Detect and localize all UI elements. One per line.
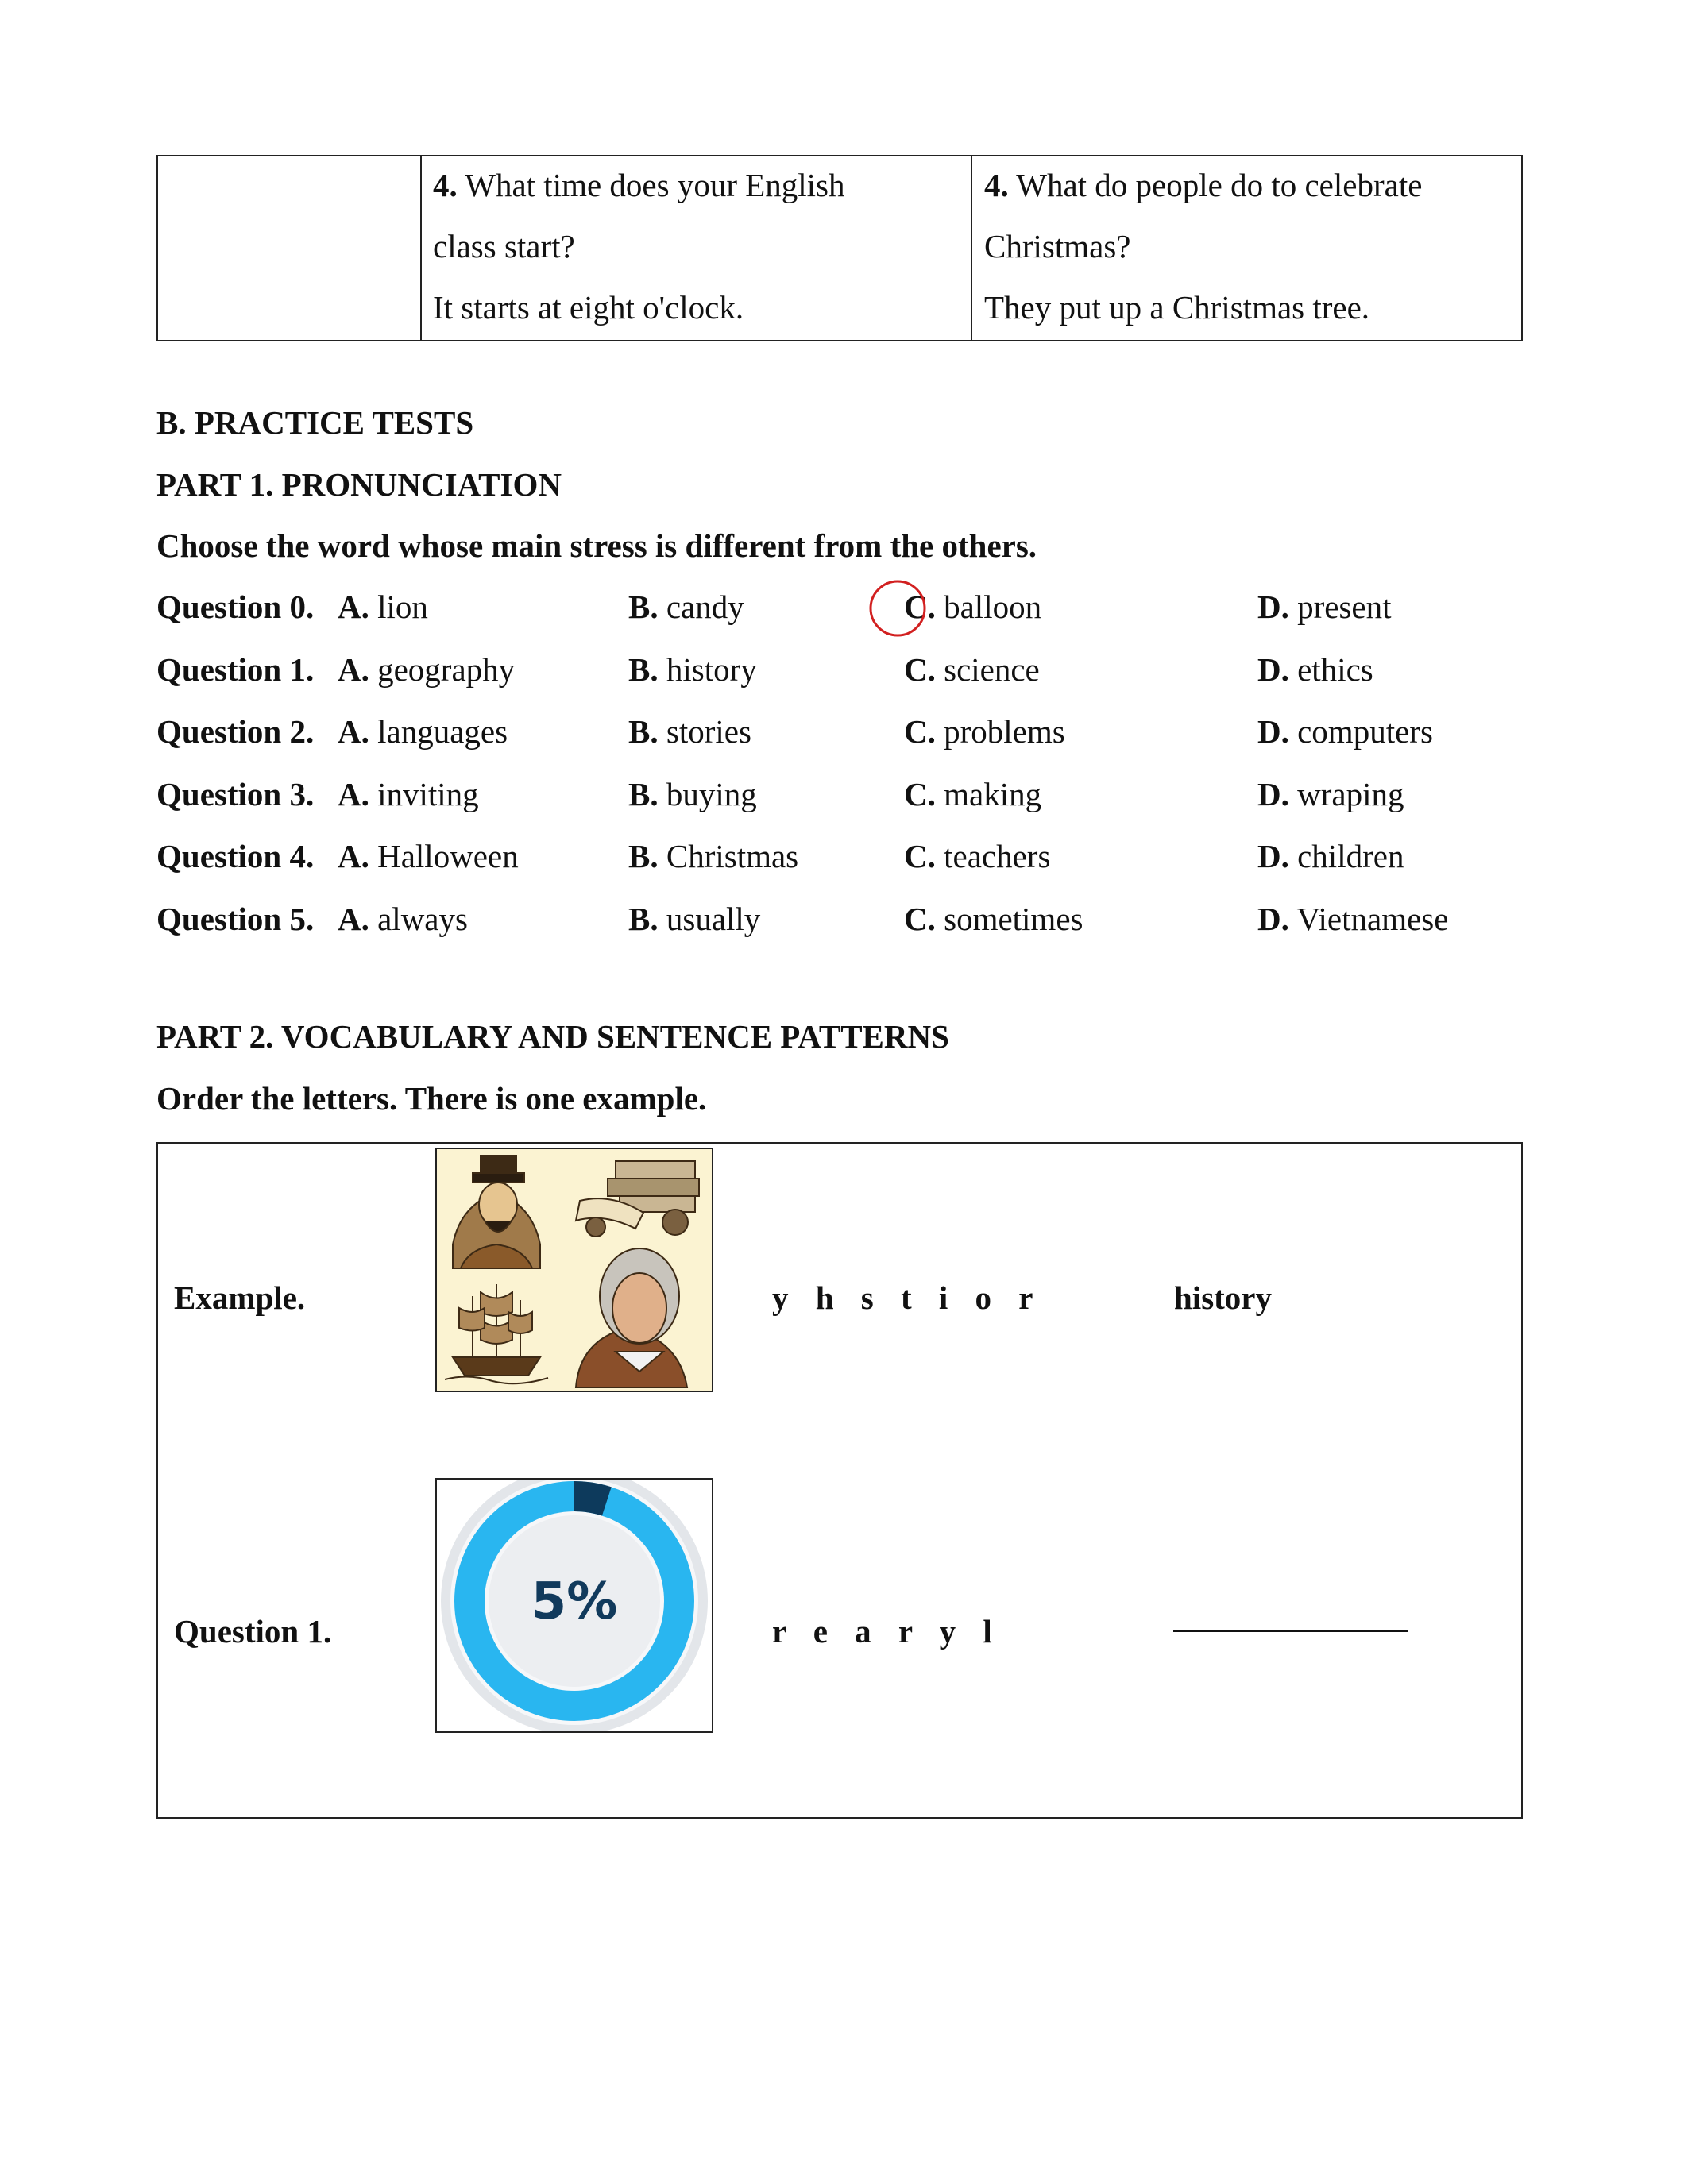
option-word: lion	[377, 588, 428, 625]
question-1-scrambled-letters: r e a r y l	[772, 1613, 1002, 1650]
option-d[interactable]	[1257, 775, 1404, 813]
option-letter: C.	[904, 900, 936, 937]
question-label: Question 0.	[156, 588, 315, 625]
option-d[interactable]	[1257, 650, 1373, 689]
option-letter: B.	[628, 775, 659, 812]
part1-instruction: Choose the word whose main stress is different from the others.	[156, 527, 1037, 564]
top-table	[156, 155, 1523, 341]
question-row	[156, 775, 1523, 823]
option-word: children	[1297, 838, 1404, 874]
option-d[interactable]	[1257, 712, 1433, 751]
option-letter: C.	[904, 713, 936, 750]
option-word: computers	[1297, 713, 1433, 750]
example-label: Example.	[174, 1279, 306, 1316]
option-word: making	[944, 775, 1042, 812]
question-label: Question 1.	[156, 650, 315, 688]
option-a[interactable]	[338, 588, 428, 626]
option-a[interactable]	[338, 837, 519, 875]
question-number: 4.	[433, 167, 458, 203]
option-word: history	[666, 650, 757, 688]
option-letter: C.	[904, 650, 936, 688]
option-c[interactable]	[904, 900, 1083, 938]
option-word: Vietnamese	[1296, 900, 1449, 937]
question-row	[156, 712, 1523, 760]
section-b-heading: B. PRACTICE TESTS	[156, 404, 474, 441]
option-a[interactable]	[338, 900, 468, 938]
option-word: usually	[666, 900, 761, 937]
option-letter: A.	[338, 713, 369, 750]
question-label: Question 2.	[156, 713, 315, 750]
option-word: stories	[666, 713, 751, 750]
option-word: sometimes	[944, 900, 1083, 937]
option-letter: C.	[904, 838, 936, 874]
option-b[interactable]	[628, 837, 798, 875]
option-word: inviting	[377, 775, 479, 812]
option-letter: B.	[628, 650, 659, 688]
part2-title: PART 2. VOCABULARY AND SENTENCE PATTERNS	[156, 1018, 949, 1055]
question-label: Question 5.	[156, 900, 315, 937]
option-letter: D.	[1257, 900, 1289, 937]
option-letter: C.	[904, 588, 936, 625]
option-word: wraping	[1297, 775, 1404, 812]
option-letter: A.	[338, 900, 369, 937]
question-1-label: Question 1.	[174, 1613, 332, 1650]
table-cell-q4-time: 4. What time does your English class start? It starts at eight o'clock.	[433, 167, 845, 326]
question-row	[156, 650, 1523, 698]
option-letter: D.	[1257, 713, 1289, 750]
option-d[interactable]	[1257, 588, 1392, 626]
option-letter: D.	[1257, 650, 1289, 688]
option-b[interactable]	[628, 588, 744, 626]
option-word: teachers	[944, 838, 1051, 874]
question-row	[156, 588, 1523, 635]
option-word: Halloween	[377, 838, 519, 874]
option-word: languages	[377, 713, 508, 750]
option-b[interactable]	[628, 712, 751, 751]
question-row	[156, 900, 1523, 947]
example-scrambled-letters: y h s t i o r	[772, 1279, 1043, 1316]
answer-circle-mark	[866, 577, 929, 640]
option-letter: B.	[628, 713, 659, 750]
option-word: buying	[666, 775, 757, 812]
option-word: geography	[377, 650, 516, 688]
question-number: 4.	[984, 167, 1009, 203]
answer-blank-line[interactable]	[1173, 1630, 1408, 1632]
option-letter: B.	[628, 588, 659, 625]
option-letter: A.	[338, 650, 369, 688]
option-word: candy	[666, 588, 744, 625]
option-word: ethics	[1297, 650, 1373, 688]
part1-title: PART 1. PRONUNCIATION	[156, 466, 562, 503]
option-letter: A.	[338, 775, 369, 812]
option-letter: D.	[1257, 775, 1289, 812]
option-d[interactable]	[1257, 900, 1448, 938]
option-word: balloon	[944, 588, 1042, 625]
option-letter: C.	[904, 775, 936, 812]
option-b[interactable]	[628, 775, 757, 813]
option-d[interactable]	[1257, 837, 1404, 875]
progress-ring-image	[435, 1478, 713, 1733]
option-a[interactable]	[338, 775, 479, 813]
option-letter: A.	[338, 588, 369, 625]
option-b[interactable]	[628, 650, 757, 689]
option-c[interactable]	[904, 650, 1040, 689]
percentage-ring-icon	[437, 1480, 712, 1731]
option-letter: A.	[338, 838, 369, 874]
option-c[interactable]	[904, 775, 1041, 813]
example-answer: history	[1174, 1279, 1272, 1316]
part2-box	[156, 1142, 1523, 1819]
history-illustration	[435, 1148, 713, 1392]
option-letter: B.	[628, 838, 659, 874]
option-word: science	[944, 650, 1040, 688]
option-a[interactable]	[338, 712, 508, 751]
question-label: Question 4.	[156, 838, 315, 874]
option-word: Christmas	[666, 838, 799, 874]
option-word: always	[377, 900, 468, 937]
table-divider-1	[420, 156, 422, 340]
option-b[interactable]	[628, 900, 760, 938]
option-a[interactable]	[338, 650, 515, 689]
question-label: Question 3.	[156, 775, 315, 812]
option-letter: D.	[1257, 838, 1289, 874]
option-c[interactable]	[904, 837, 1050, 875]
option-letter: B.	[628, 900, 659, 937]
option-word: problems	[944, 713, 1065, 750]
question-row	[156, 837, 1523, 885]
option-letter: D.	[1257, 588, 1289, 625]
table-divider-2	[971, 156, 972, 340]
table-cell-q4-christmas: 4. What do people do to celebrate Christmas? They put up a Christmas tree.	[984, 167, 1423, 326]
option-c[interactable]	[904, 712, 1065, 751]
ring-percent-text: 5%	[531, 1572, 618, 1631]
part2-instruction: Order the letters. There is one example.	[156, 1080, 707, 1117]
option-word: present	[1297, 588, 1392, 625]
